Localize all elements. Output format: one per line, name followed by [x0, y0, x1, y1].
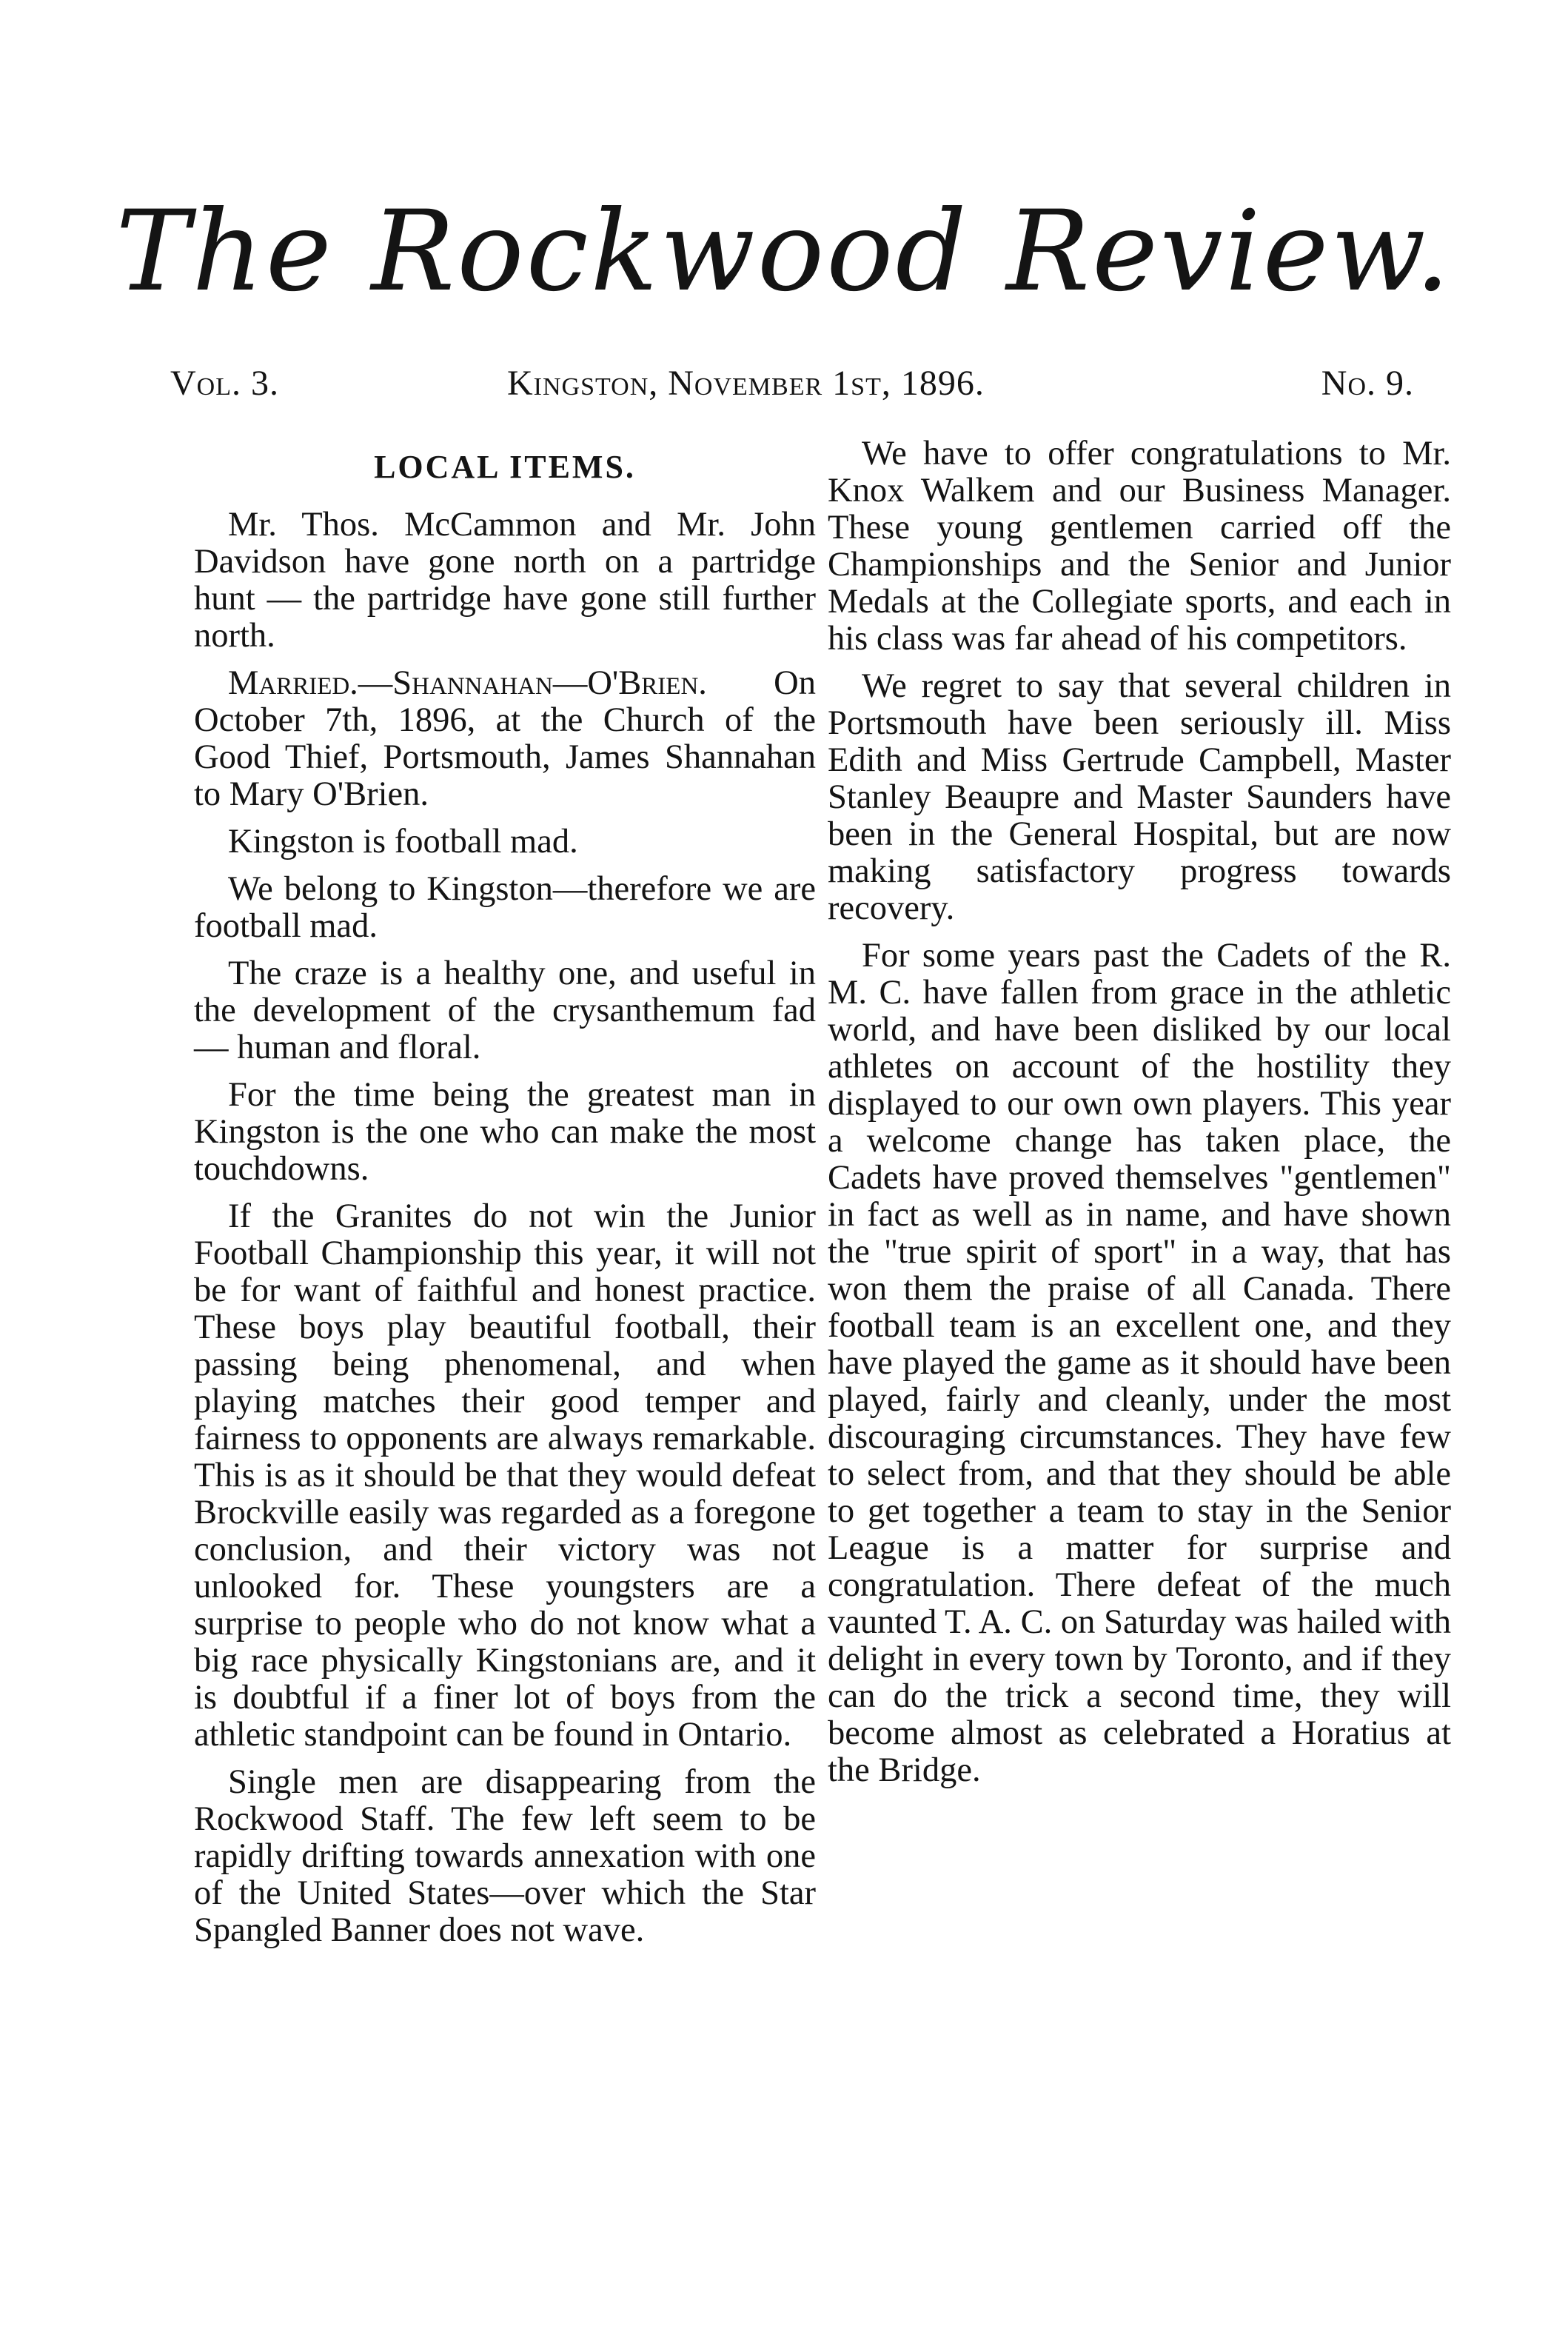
article-paragraph: Kingston is football mad. [228, 823, 578, 860]
marriage-label: Married.—Shannahan—O'Brien. [228, 664, 707, 702]
article-paragraph: If the Granites do not win the Junior Football Championship this year, it will not be for want of faithful and honest practice. These boys play beautiful football, their passing being phenomenal, and when playing matches their good temper and fairness to opponents are always remarkable. This is as it should be that they would defeat Brockville easily was regarded as a foregone conclusion, and their victory was not unlooked for. These youngsters are a surprise to people who do not know what a big race physically Kingstonians are, and it is doubtful if a finer lot of boys from the athletic standpoint can be found in Ontario. [194, 1197, 816, 1754]
issue-line [170, 363, 1414, 415]
article-paragraph: Mr. Thos. McCammon and Mr. John Davidson have gone north on a partridge hunt — the partridge have gone still further north. [194, 506, 816, 655]
article-paragraph: We have to offer congratulations to Mr. Knox Walkem and our Business Manager. These young gentlemen carried off the Championships and the Senior and Junior Medals at the Collegiate sports, and each in his class was far ahead of his competitors. [828, 435, 1451, 658]
right-column [828, 435, 1451, 1799]
masthead-title: The Rockwood Review. [115, 187, 1453, 316]
marriage-notice [194, 665, 816, 813]
marriage-text: On October 7th, 1896, at the Church of the Good Thief, Portsmouth, James Shannahan to Mary O'Brien. [194, 664, 816, 813]
article-paragraph: Single men are disappearing from the Rockwood Staff. The few left seem to be rapidly drifting towards annexation with one of the United States—over which the Star Spangled Banner does not wave. [194, 1763, 816, 1949]
volume-number: Vol. 3. [170, 364, 279, 403]
article-paragraph: We regret to say that several children in Portsmouth have been seriously ill. Miss Edith and Miss Gertrude Campbell, Master Stanley Beaupre and Master Saunders have been in the General Hospital, but are now making satisfactory progress towards recovery. [828, 667, 1451, 927]
place-and-date: Kingston, November 1st, 1896. [507, 364, 985, 403]
article-paragraph: The craze is a healthy one, and useful in the development of the crysanthemum fad — human and floral. [194, 955, 816, 1066]
article-paragraph: We belong to Kingston—therefore we are football mad. [194, 870, 816, 945]
article-paragraph: For the time being the greatest man in Kingston is the one who can make the most touchdowns. [194, 1076, 816, 1188]
left-column [194, 435, 816, 1959]
issue-number: No. 9. [1321, 364, 1414, 403]
section-heading: LOCAL ITEMS. [374, 449, 636, 485]
article-paragraph: For some years past the Cadets of the R. M. C. have fallen from grace in the athletic world, and have been disliked by our local athletes on account of the hostility they displayed to our own own players. This year a welcome change has taken place, the Cadets have proved themselves "gentlemen" in fact as well as in name, and have shown the "true spirit of sport" in a way, that has won them the praise of all Canada. There football team is an excellent one, and they have played the game as it should have been played, fairly and cleanly, under the most discouraging circumstances. They have few to select from, and that they should be able to get together a team to stay in the Senior League is a matter for surprise and congratulation. There defeat of the much vaunted T. A. C. on Saturday was hailed with delight in every town by Toronto, and if they can do the trick a second time, they will become almost as celebrated a Horatius at the Bridge. [828, 937, 1451, 1789]
